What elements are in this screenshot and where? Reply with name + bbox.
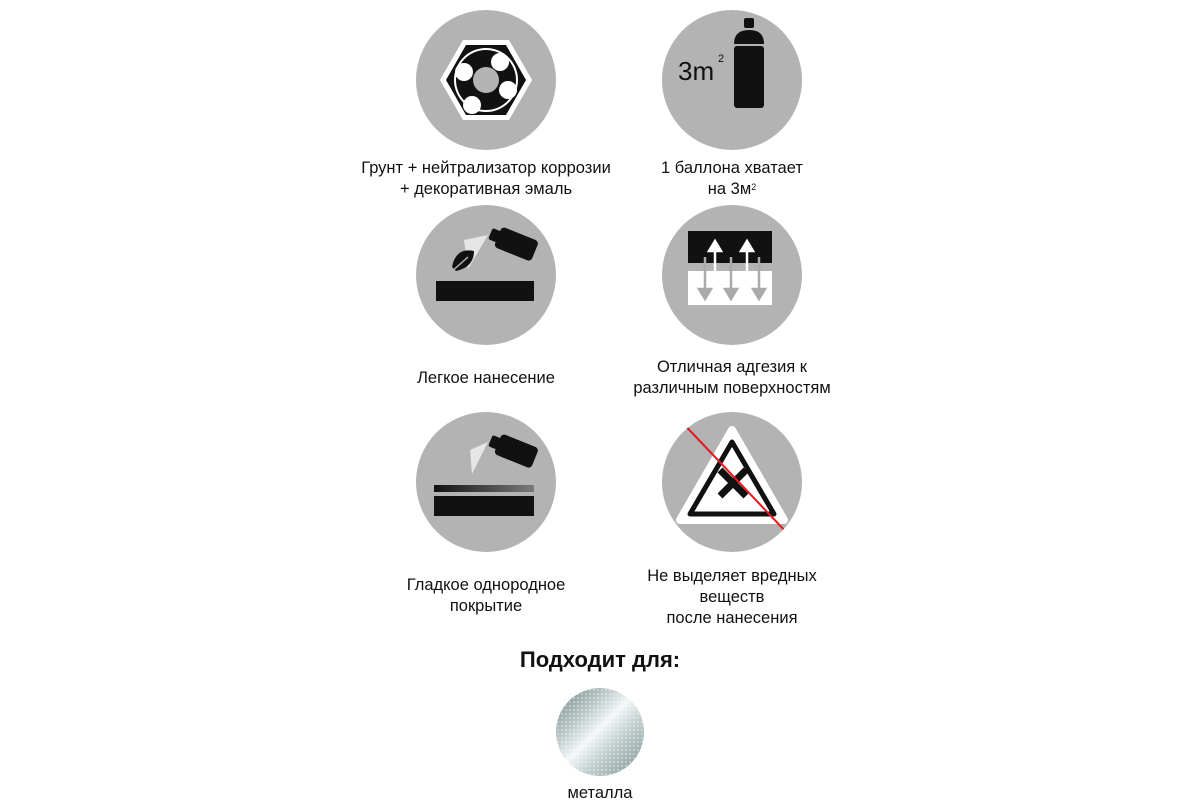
caption-line: Легкое нанесение bbox=[417, 369, 555, 387]
feature-coverage bbox=[582, 10, 882, 200]
caption-line: после нанесения bbox=[666, 609, 798, 627]
coverage-icon-label: 3m bbox=[678, 56, 715, 86]
material-metal bbox=[500, 688, 700, 803]
metal-swatch-icon bbox=[556, 688, 644, 776]
caption-text: на 3м bbox=[707, 180, 752, 198]
feature-adhesion bbox=[582, 205, 882, 399]
spray-can-coverage-icon bbox=[662, 10, 802, 150]
spray-feather-icon bbox=[416, 205, 556, 345]
caption-line: + декоративная эмаль bbox=[399, 180, 573, 198]
suitable-title: Подходит для: bbox=[519, 647, 681, 672]
material-label: металла bbox=[567, 784, 633, 802]
caption-line: Отличная адгезия к bbox=[656, 358, 808, 376]
caption-line: покрытие bbox=[449, 597, 523, 615]
spray-smooth-coat-icon bbox=[416, 412, 556, 552]
hex-nut-icon bbox=[416, 10, 556, 150]
caption-line: Гладкое однородное bbox=[406, 576, 566, 594]
caption-line bbox=[582, 179, 882, 200]
coverage-icon-label-sup: 2 bbox=[718, 53, 725, 65]
feature-caption bbox=[582, 357, 882, 399]
caption-line: веществ bbox=[699, 588, 765, 606]
caption-line: Грунт + нейтрализатор коррозии bbox=[361, 159, 611, 177]
caption-line: Не выделяет вредных bbox=[647, 567, 817, 585]
feature-caption bbox=[582, 158, 882, 200]
caption-sup: 2 bbox=[751, 182, 757, 192]
adhesion-arrows-icon bbox=[662, 205, 802, 345]
caption-line: различным поверхностям bbox=[633, 379, 831, 397]
caption-line: 1 баллона хватает bbox=[661, 159, 803, 177]
no-hazard-sign-icon bbox=[662, 412, 802, 552]
feature-caption bbox=[582, 566, 882, 629]
feature-no-harmful-substances bbox=[582, 412, 882, 629]
